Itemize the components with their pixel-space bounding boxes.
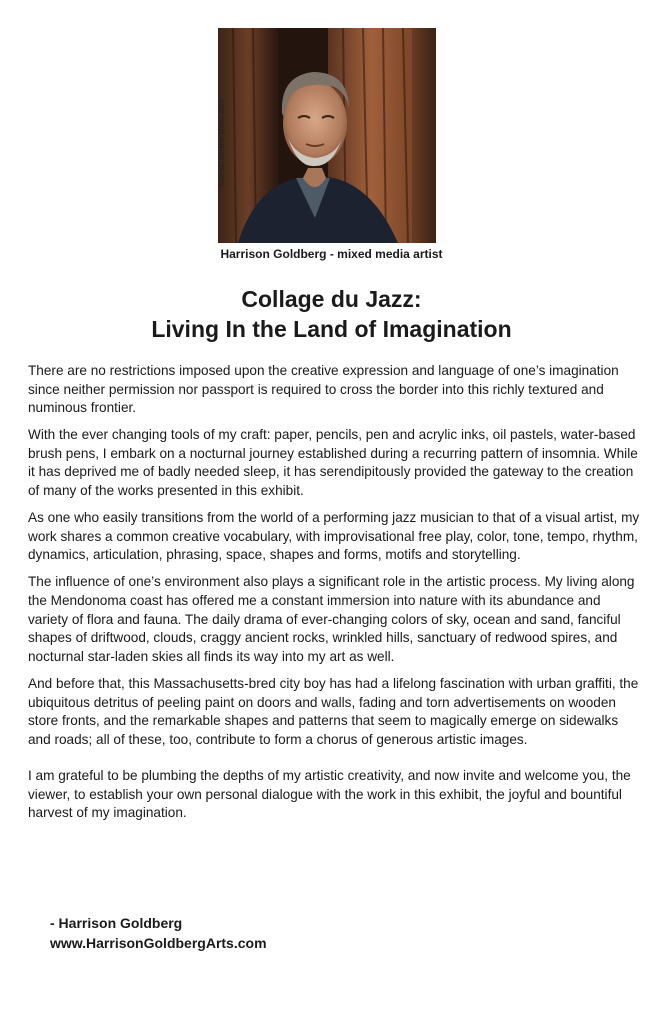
paragraph: There are no restrictions imposed upon the creative expression and language of one’s imagination since neither permission nor passport is required to cross the border into this richly textured and numinous frontier. [28,363,619,416]
title-line-2: Living In the Land of Imagination [151,316,512,342]
paragraph: With the ever changing tools of my craft: paper, pencils, pen and acrylic inks, oil pastels, water-based brush pens, I embark on a nocturnal journey established during a recurring pattern of insomnia. While it has deprived me of badly needed sleep, it has serendipitously provided the gateway to the creation of many of the works presented in this exhibit. [28,427,638,499]
paragraph: The influence of one’s environment also plays a significant role in the artistic process. My living along the Mendonoma coast has offered me a constant immersion into nature with its abundance and variety of flora and fauna. The daily drama of ever-changing colors of sky, ocean and sand, fanciful shapes of driftwood, clouds, craggy ancient rocks, wrinkled hills, sanctuary of redwood spires, and nocturnal star-laden skies all finds its way into my art as well. [28,574,635,664]
photo-credit-text: Michael Betattie photo 2018 [219,99,226,186]
paragraph: As one who easily transitions from the world of a performing jazz musician to that of a visual artist, my work shares a common creative vocabulary, with improvisational free play, color, tone, tempo, rhythm, dynamics, articulation, phrasing, space, shapes and forms, motifs and storytelling. [28,510,640,563]
artist-photo [218,28,436,243]
statement-body [28,362,640,832]
website-link[interactable]: www.HarrisonGoldbergArts.com [50,935,267,951]
paragraph: And before that, this Massachusetts-bred city boy has had a lifelong fascination with urban graffiti, the ubiquitous detritus of peeling paint on doors and walls, fading and torn advertisements on wooden store fronts, and the remarkable shapes and patterns that seem to magically emerge on sidewalks and roads; all of these, too, contribute to form a chorus of generous artistic images. [28,675,639,747]
signature-block [50,913,267,953]
title-line-1: Collage du Jazz: [241,286,422,312]
page-title [0,284,663,344]
artist-photo-frame [218,28,436,243]
paragraph: I am grateful to be plumbing the depths of my artistic creativity, and now invite and welcome you, the viewer, to establish your own personal dialogue with the work in this exhibit, the joyful and bountiful harvest of my imagination. [28,768,631,821]
signature-name: - Harrison Goldberg [50,915,183,931]
photo-caption: Harrison Goldberg - mixed media artist [220,247,443,261]
